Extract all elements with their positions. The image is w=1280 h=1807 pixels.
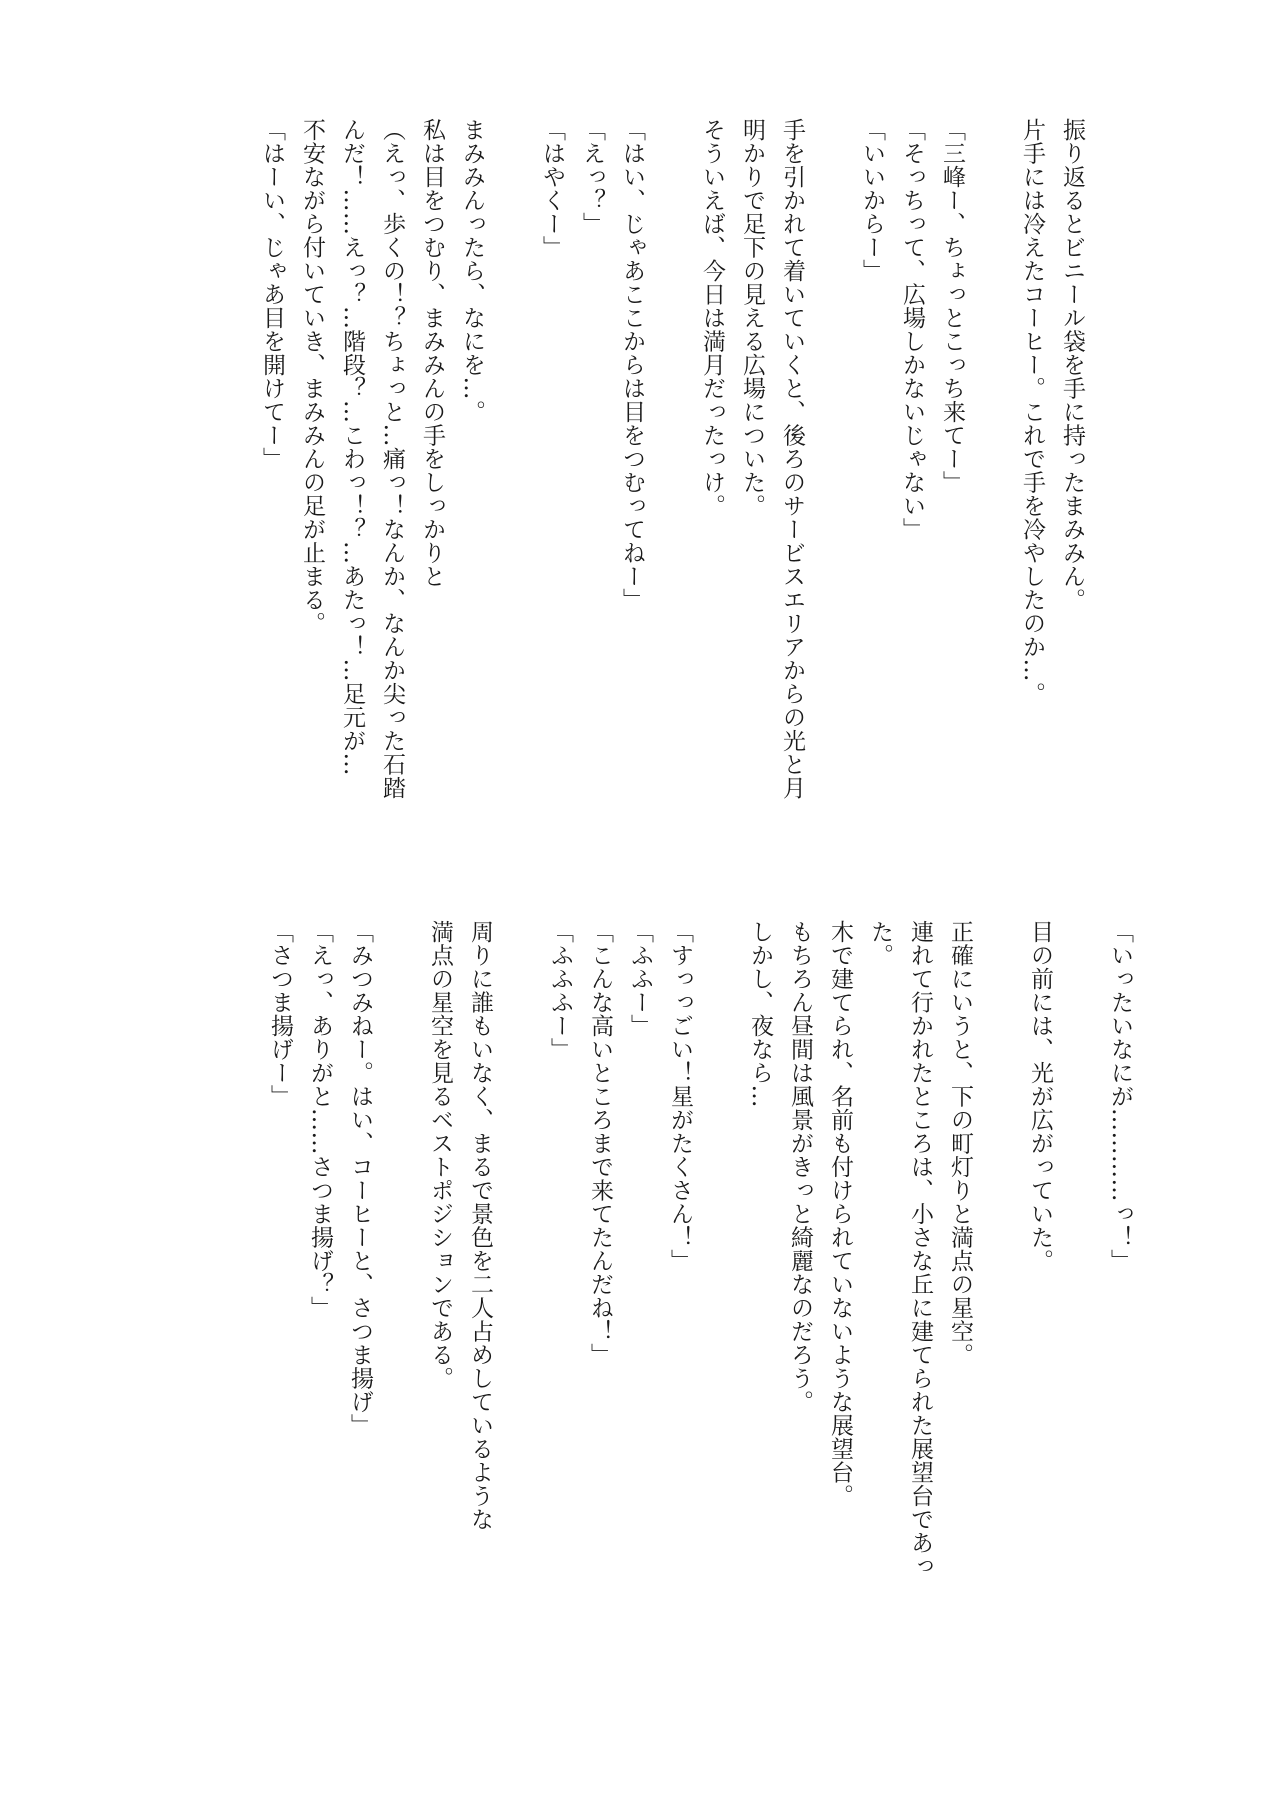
text-line: 「いいからー」	[859, 118, 885, 283]
text-line: 連れて行かれたところは、小さな丘に建てられた展望台であっ	[907, 920, 933, 1578]
text-line: 「三峰ー、ちょっとこっち来てー」	[939, 118, 965, 494]
text-line: た。	[867, 920, 893, 967]
text-line: 明かりで足下の見える広場についた。	[739, 118, 765, 518]
text-line: んだ！……えっ？…階段？…こわっ！？…あたっ！…足元が…	[339, 118, 365, 776]
text-line: まみみんったら、なにを…。	[459, 118, 485, 424]
text-line: 手を引かれて着いていくと、後ろのサービスエリアからの光と月	[779, 118, 805, 800]
blank-line	[812, 118, 852, 878]
text-line: （えっ、歩くの！？ちょっと…痛っ！なんか、なんか尖った石踏	[379, 118, 405, 800]
text-line: 不安ながら付いていき、まみみんの足が止まる。	[299, 118, 325, 635]
blank-line	[652, 118, 692, 878]
text-line: 「はい、じゃあここからは目をつむってねー」	[619, 118, 645, 612]
text-line: 「ふふふー」	[547, 920, 573, 1061]
text-line: 「こんな高いところまで来てたんだね！」	[587, 920, 613, 1367]
text-line: 目の前には、光が広がっていた。	[1027, 920, 1053, 1273]
text-line: 「ふふー」	[627, 920, 653, 1038]
text-line: 「いったいなにが…………っ！」	[1107, 920, 1133, 1273]
lower-text-block	[260, 920, 1140, 1680]
text-line: 木で建てられ、名前も付けられていないような展望台。	[827, 920, 853, 1508]
blank-line	[980, 920, 1020, 1680]
blank-line	[700, 920, 740, 1680]
text-line: 「みつみねー。はい、コーヒーと、さつま揚げ」	[347, 920, 373, 1437]
text-line: 正確にいうと、下の町灯りと満点の星空。	[947, 920, 973, 1367]
text-line: 「えっ？」	[579, 118, 605, 236]
blank-line	[500, 920, 540, 1680]
text-line: もちろん昼間は風景がきっと綺麗なのだろう。	[787, 920, 813, 1414]
text-line: 振り返るとビニール袋を手に持ったまみみん。	[1059, 118, 1085, 612]
blank-line	[972, 118, 1012, 878]
upper-text-block	[252, 118, 1092, 878]
blank-line	[492, 118, 532, 878]
text-line: 「さつま揚げー」	[267, 920, 293, 1108]
blank-line	[380, 920, 420, 1680]
text-line: 「えっ、ありがと……さつま揚げ？」	[307, 920, 333, 1320]
text-line: 私は目をつむり、まみみんの手をしっかりと	[419, 118, 445, 588]
text-line: 周りに誰もいなく、まるで景色を二人占めしているような	[467, 920, 493, 1531]
text-line: 満点の星空を見るベストポジションである。	[427, 920, 453, 1390]
text-line: 「はーい、じゃあ目を開けてー」	[259, 118, 285, 471]
text-line: 「そっちって、広場しかないじゃない」	[899, 118, 925, 541]
text-line: 片手には冷えたコーヒー。これで手を冷やしたのか…。	[1019, 118, 1045, 706]
blank-line	[1060, 920, 1100, 1680]
text-line: しかし、夜なら…	[747, 920, 773, 1108]
text-line: そういえば、今日は満月だったっけ。	[699, 118, 725, 518]
text-line: 「すっっごい！星がたくさん！」	[667, 920, 693, 1273]
text-line: 「はやくー」	[539, 118, 565, 259]
